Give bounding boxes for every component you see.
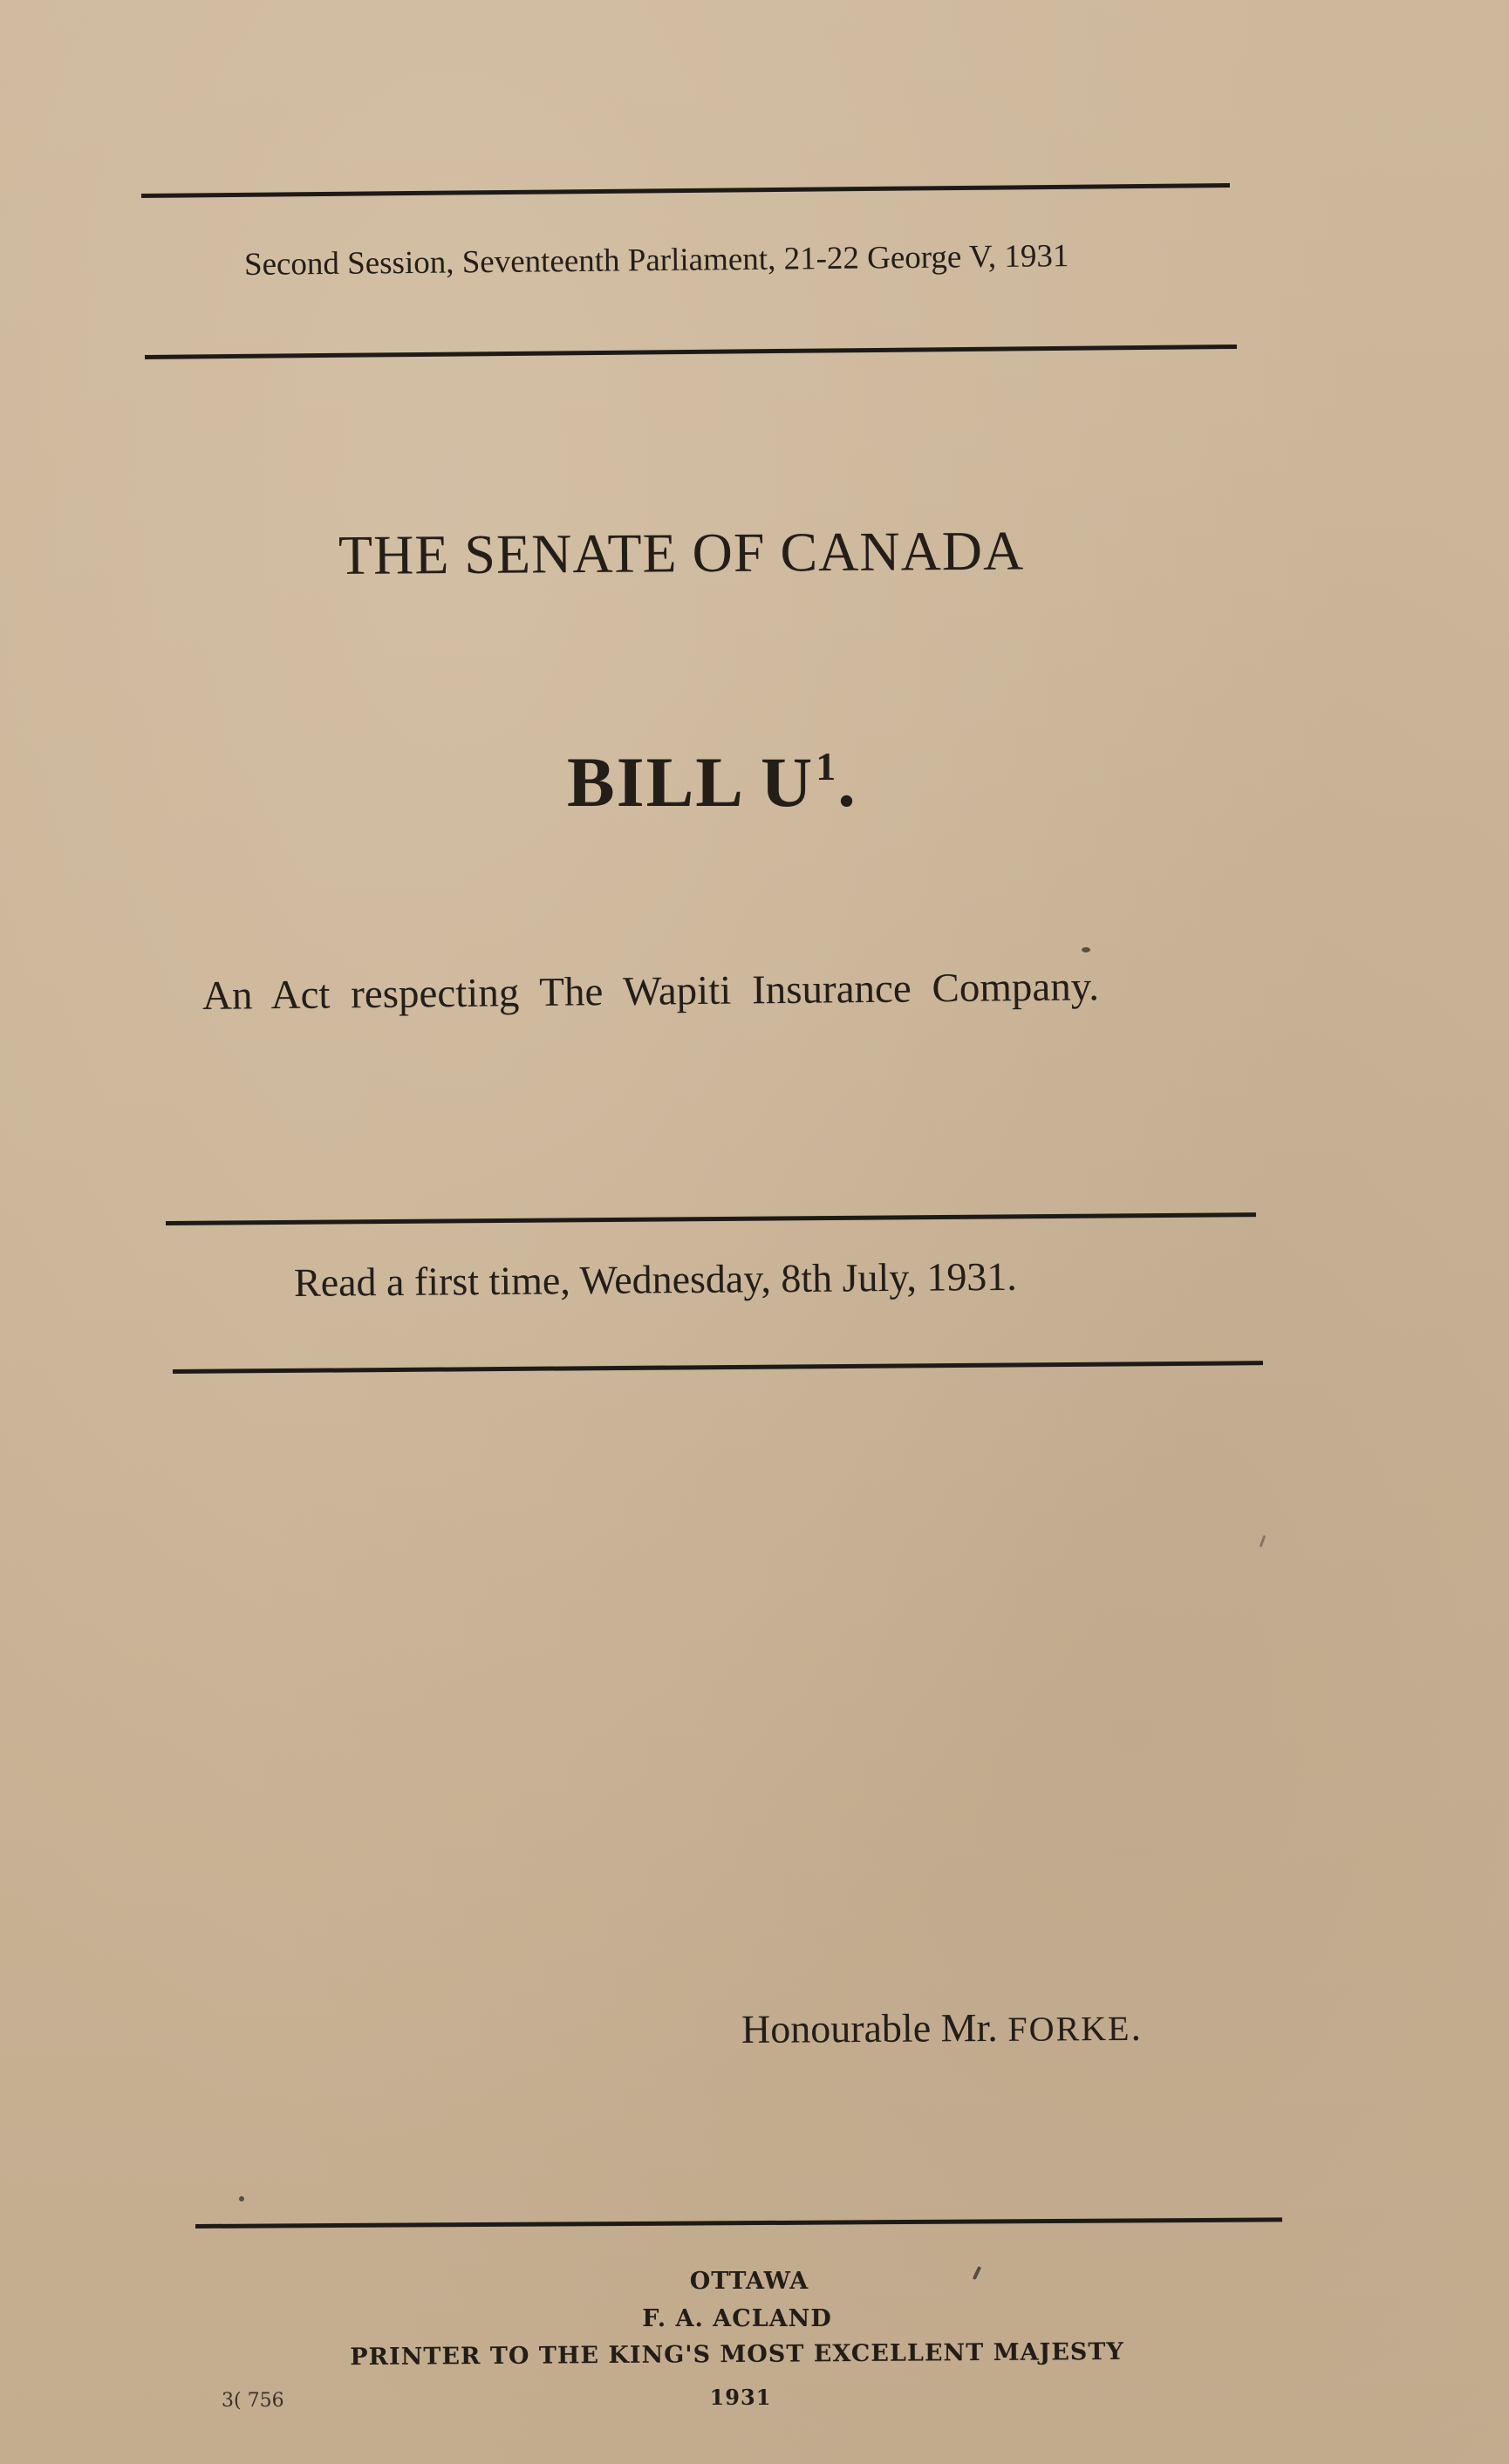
imprint-printer-title: PRINTER TO THE KING'S MOST EXCELLENT MAJESTY bbox=[350, 2338, 1124, 2372]
reading-bottom-rule bbox=[173, 1361, 1263, 1374]
bill-number bbox=[567, 741, 857, 823]
reading-top-rule bbox=[166, 1212, 1256, 1225]
sponsor-name: FORKE bbox=[1007, 2008, 1131, 2049]
catalog-number: 3( 756 bbox=[222, 2390, 284, 2412]
paper-speck bbox=[1260, 1535, 1267, 1547]
sponsor-suffix: . bbox=[1130, 2003, 1142, 2049]
top-rule bbox=[141, 183, 1230, 198]
sponsor-prefix: Honourable Mr. bbox=[741, 2004, 1008, 2051]
act-title: An Act respecting The Wapiti Insurance Company. bbox=[201, 964, 1100, 1019]
reading-date: Read a first time, Wednesday, 8th July, 1931. bbox=[293, 1253, 1018, 1305]
sponsor-line bbox=[741, 2003, 1141, 2052]
session-line: Second Session, Seventeenth Parliament, 21-22 George V, 1931 bbox=[243, 238, 1069, 283]
imprint-year: 1931 bbox=[709, 2385, 772, 2410]
paper-speck bbox=[239, 2196, 244, 2201]
bill-period: . bbox=[837, 742, 857, 822]
session-bottom-rule bbox=[145, 345, 1237, 359]
imprint-printer: F. A. ACLAND bbox=[642, 2305, 832, 2332]
imprint-top-rule bbox=[195, 2217, 1282, 2229]
imprint-city: OTTAWA bbox=[689, 2268, 809, 2295]
bill-label: BILL U bbox=[567, 742, 815, 822]
paper-speck bbox=[1082, 947, 1090, 952]
bill-superscript: 1 bbox=[816, 744, 838, 788]
senate-heading: THE SENATE OF CANADA bbox=[338, 519, 1025, 586]
